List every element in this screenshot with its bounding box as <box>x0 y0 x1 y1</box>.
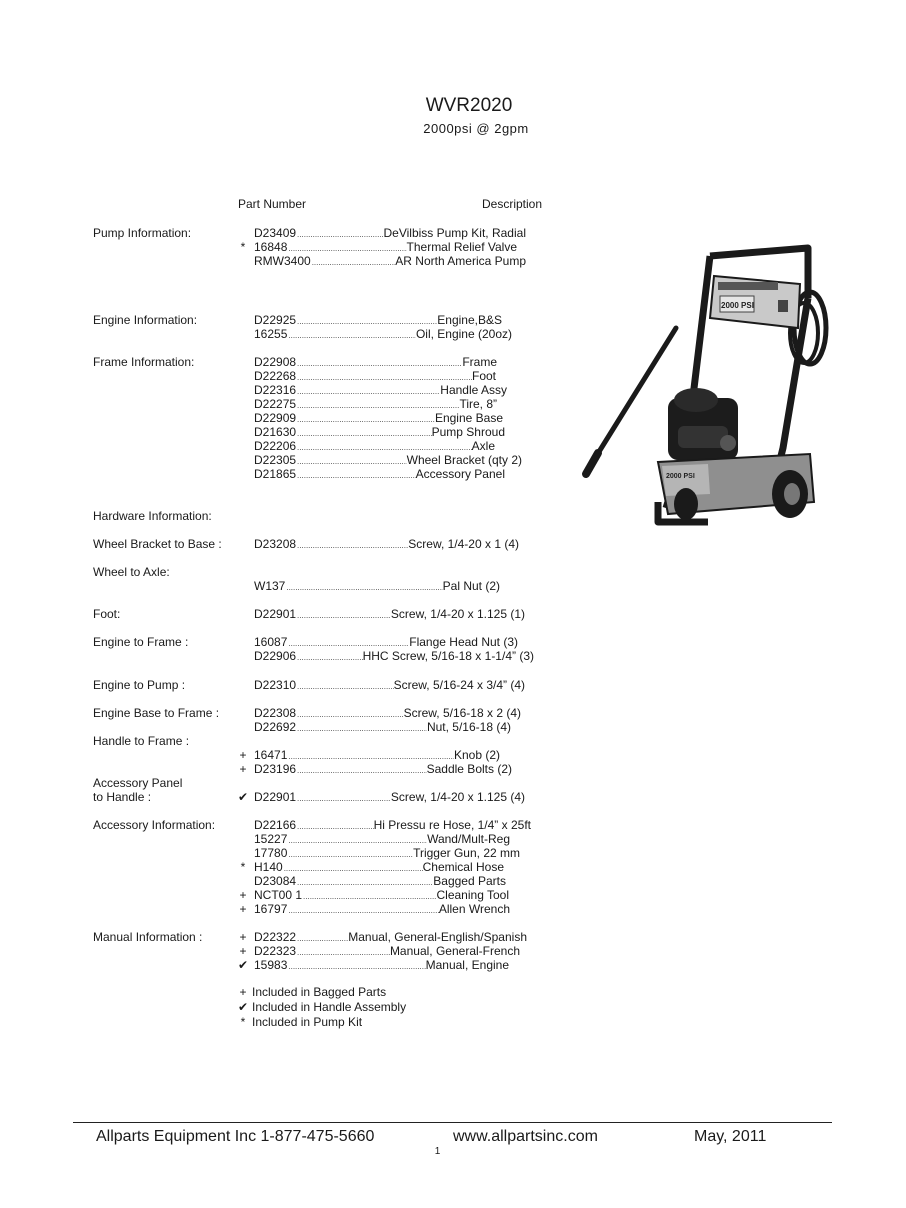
footer-website[interactable]: www.allpartsinc.com <box>453 1128 598 1145</box>
check-mark-icon: ✔ <box>237 1000 249 1014</box>
part-row <box>254 649 534 665</box>
part-number: H140 <box>254 860 283 874</box>
section-label: Handle to Frame : <box>93 734 190 748</box>
part-number: D22275 <box>254 397 297 411</box>
footer-date: May, 2011 <box>694 1128 767 1145</box>
plus-marker: + <box>239 748 247 762</box>
part-description: Manual, General-French <box>389 944 520 958</box>
part-number: D22323 <box>254 944 297 958</box>
part-row <box>254 958 509 974</box>
part-description: DeVilbiss Pump Kit, Radial <box>383 226 526 240</box>
pressure-washer-image <box>578 238 840 536</box>
dot-leader <box>287 329 416 343</box>
part-number: 15983 <box>254 958 288 972</box>
part-row <box>254 327 512 343</box>
section-label: Foot: <box>93 607 121 621</box>
part-description: Bagged Parts <box>433 874 506 888</box>
part-number: 16797 <box>254 902 288 916</box>
part-number: D22206 <box>254 439 297 453</box>
part-row <box>254 762 512 778</box>
section-label: Frame Information: <box>93 355 195 369</box>
plus-marker: + <box>239 985 247 999</box>
part-number: D22310 <box>254 678 297 692</box>
part-row <box>254 720 511 736</box>
section-label: Hardware Information: <box>93 509 212 523</box>
part-description: Manual, Engine <box>425 958 509 972</box>
section-label: Wheel to Axle: <box>93 565 170 579</box>
dot-leader <box>296 539 408 553</box>
part-number: D22906 <box>254 649 297 663</box>
check-mark-icon: ✔ <box>237 958 249 972</box>
part-number-header: Part Number <box>238 197 307 211</box>
dot-leader <box>296 764 427 778</box>
part-number: D21630 <box>254 425 297 439</box>
part-description: Cleaning Tool <box>436 888 509 902</box>
part-number: D22308 <box>254 706 297 720</box>
plus-marker: + <box>239 902 247 916</box>
section-label: Pump Information: <box>93 226 192 240</box>
legend-text: Included in Bagged Parts <box>252 985 387 999</box>
part-description: Pump Shroud <box>431 425 505 439</box>
part-number: D22166 <box>254 818 297 832</box>
section-label: Engine Base to Frame : <box>93 706 220 720</box>
part-row <box>254 537 519 553</box>
section-label: Engine to Pump : <box>93 678 186 692</box>
part-description: Oil, Engine (20oz) <box>415 327 512 341</box>
dot-leader <box>285 581 442 595</box>
part-description: Screw, 1/4-20 x 1 (4) <box>408 537 519 551</box>
part-number: 17780 <box>254 846 288 860</box>
section-label: Engine Information: <box>93 313 198 327</box>
part-description: Nut, 5/16-18 (4) <box>426 720 511 734</box>
part-number: 16848 <box>254 240 288 254</box>
part-description: Knob (2) <box>453 748 500 762</box>
part-number: D22305 <box>254 453 297 467</box>
dot-leader <box>296 609 391 623</box>
description-header: Description <box>482 197 543 211</box>
plus-marker: + <box>239 888 247 902</box>
section-label: Manual Information : <box>93 930 203 944</box>
part-description: Foot <box>471 369 496 383</box>
section-label: Accessory Panel <box>93 776 183 790</box>
dot-leader <box>311 256 396 270</box>
part-number: D23208 <box>254 537 297 551</box>
part-description: Accessory Panel <box>415 467 505 481</box>
part-number: D22322 <box>254 930 297 944</box>
part-description: Pal Nut (2) <box>442 579 500 593</box>
part-description: Thermal Relief Valve <box>406 240 517 254</box>
dot-leader <box>287 960 425 974</box>
part-description: Wheel Bracket (qty 2) <box>406 453 522 467</box>
part-description: Manual, General-English/Spanish <box>348 930 527 944</box>
footer-company: Allparts Equipment Inc 1-877-475-5660 <box>96 1128 375 1145</box>
part-description: Frame <box>462 355 497 369</box>
part-description: Screw, 1/4-20 x 1.125 (4) <box>390 790 525 804</box>
page-number: 1 <box>434 1146 441 1157</box>
part-number: 16087 <box>254 635 288 649</box>
part-description: Flange Head Nut (3) <box>409 635 518 649</box>
asterisk-marker: * <box>240 1015 246 1029</box>
dot-leader <box>296 651 363 665</box>
page-title: WVR2020 <box>425 95 513 116</box>
part-number: D22909 <box>254 411 297 425</box>
part-description: Saddle Bolts (2) <box>426 762 512 776</box>
part-description: Allen Wrench <box>438 902 510 916</box>
part-row <box>254 902 510 918</box>
part-number: 16471 <box>254 748 288 762</box>
section-label: Wheel Bracket to Base : <box>93 537 222 551</box>
part-number: 15227 <box>254 832 288 846</box>
part-number: D22268 <box>254 369 297 383</box>
part-description: Screw, 1/4-20 x 1.125 (1) <box>390 607 525 621</box>
legend-text: Included in Handle Assembly <box>252 1000 407 1014</box>
dot-leader <box>296 469 416 483</box>
part-number: D23084 <box>254 874 297 888</box>
part-number: RMW3400 <box>254 254 311 268</box>
dot-leader <box>296 792 391 806</box>
part-description: Axle <box>471 439 495 453</box>
part-number: NCT00 1 <box>254 888 303 902</box>
part-description: Engine Base <box>434 411 503 425</box>
part-number: W137 <box>254 579 286 593</box>
part-description: Screw, 5/16-18 x 2 (4) <box>403 706 521 720</box>
part-row <box>254 678 525 694</box>
part-number: D21865 <box>254 467 297 481</box>
part-description: Trigger Gun, 22 mm <box>413 846 520 860</box>
part-row <box>254 467 505 483</box>
part-number: D22901 <box>254 607 297 621</box>
footer-divider <box>73 1122 832 1123</box>
part-number: D23196 <box>254 762 297 776</box>
asterisk-marker: * <box>240 860 246 874</box>
part-description: Wand/Mult-Reg <box>427 832 510 846</box>
plus-marker: + <box>239 944 247 958</box>
part-row <box>254 607 525 623</box>
legend-text: Included in Pump Kit <box>252 1015 363 1029</box>
part-description: HHC Screw, 5/16-18 x 1-1/4” (3) <box>362 649 534 663</box>
dot-leader <box>296 722 427 736</box>
plus-marker: + <box>239 762 247 776</box>
part-number: D22692 <box>254 720 297 734</box>
part-description: Screw, 5/16-24 x 3/4” (4) <box>393 678 525 692</box>
asterisk-marker: * <box>240 240 246 254</box>
part-row <box>254 254 526 270</box>
page-subtitle: 2000psi @ 2gpm <box>423 121 529 136</box>
part-row <box>254 579 500 595</box>
part-number: D22901 <box>254 790 297 804</box>
part-description: Handle Assy <box>440 383 507 397</box>
section-label: Engine to Frame : <box>93 635 189 649</box>
part-row <box>254 790 525 806</box>
part-description: AR North America Pump <box>395 254 526 268</box>
part-number: D22316 <box>254 383 297 397</box>
part-description: Hi Pressu re Hose, 1/4” x 25ft <box>373 818 531 832</box>
part-number: 16255 <box>254 327 288 341</box>
part-description: Engine,B&S <box>437 313 502 327</box>
part-number: D22925 <box>254 313 297 327</box>
part-number: D23409 <box>254 226 297 240</box>
shroud-label: 2000 PSI <box>666 473 695 480</box>
plus-marker: + <box>239 930 247 944</box>
dot-leader <box>287 904 438 918</box>
section-label: to Handle : <box>93 790 152 804</box>
part-description: Tire, 8” <box>459 397 497 411</box>
part-description: Chemical Hose <box>422 860 504 874</box>
dot-leader <box>296 680 394 694</box>
part-number: D22908 <box>254 355 297 369</box>
panel-label: 2000 PSI <box>721 301 754 310</box>
section-label: Accessory Information: <box>93 818 216 832</box>
check-mark-icon: ✔ <box>237 790 249 804</box>
